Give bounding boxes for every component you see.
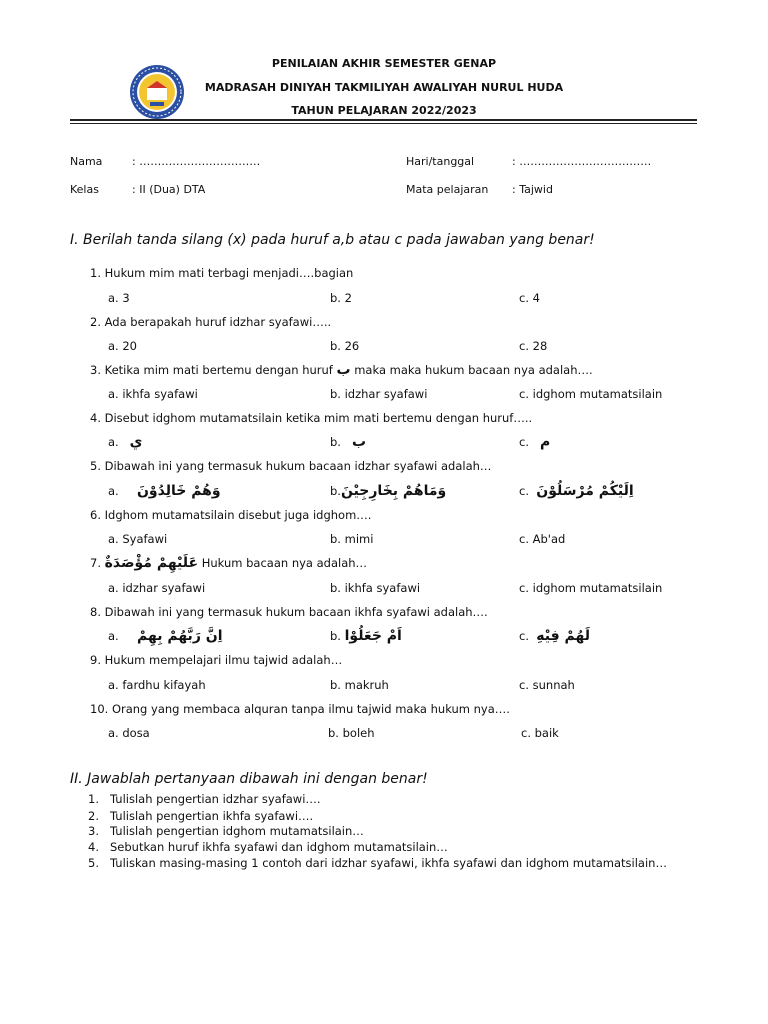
option-a: a. fardhu kifayah	[108, 678, 206, 692]
essay-text: Tuliskan masing-masing 1 contoh dari idzhar syafawi, ikhfa syafawi dan idghom mutamatsilain…	[110, 856, 667, 870]
option-b: b. boleh	[328, 726, 375, 740]
essay-text: Sebutkan huruf ikhfa syafawi dan idghom mutamatsilain…	[110, 840, 448, 854]
question-text: 5. Dibawah ini yang termasuk hukum bacaan idzhar syafawi adalah…	[90, 459, 492, 473]
arabic-letter: ب	[336, 362, 351, 378]
option-a: a. 20	[108, 339, 137, 353]
option-label: c.	[519, 435, 529, 449]
option-label: b.	[330, 484, 341, 498]
option-a: a. idzhar syafawi	[108, 581, 206, 595]
essay-number: 2.	[88, 809, 99, 823]
option-c: c. baik	[521, 726, 559, 740]
option-c: c. Ab'ad	[519, 532, 566, 546]
hari-value: : ………………………………	[512, 155, 652, 168]
mapel-label: Mata pelajaran	[406, 183, 489, 196]
essay-text: Tulislah pengertian ikhfa syafawi….	[110, 809, 314, 823]
option-a	[108, 483, 221, 499]
option-a	[108, 434, 143, 450]
header-rule-thin	[70, 123, 697, 124]
option-label: a.	[108, 484, 119, 498]
essay-item	[88, 809, 313, 823]
essay-item	[88, 824, 364, 838]
option-c: c. idghom mutamatsilain	[519, 581, 663, 595]
option-c: c. 4	[519, 291, 540, 305]
option-arabic: وَمَاهُمْ بِخَارِجِيْنَ	[340, 483, 447, 499]
option-arabic: اِنَّ رَبَّهُمْ بِهِمْ	[136, 628, 223, 644]
option-c: c. idghom mutamatsilain	[519, 387, 663, 401]
option-arabic: ي	[129, 434, 143, 450]
essay-text: Tulislah pengertian idzhar syafawi….	[110, 792, 321, 806]
question-text: 10. Orang yang membaca alquran tanpa ilmu tajwid maka hukum nya….	[90, 702, 510, 716]
question-text: 1. Hukum mim mati terbagi menjadi….bagian	[90, 266, 354, 280]
option-b: b. mimi	[330, 532, 374, 546]
question-text-post: Hukum bacaan nya adalah…	[198, 556, 368, 570]
question-text: 4. Disebut idghom mutamatsilain ketika mim mati bertemu dengan huruf…..	[90, 411, 533, 425]
option-label: a.	[108, 435, 119, 449]
kelas-label: Kelas	[70, 183, 99, 196]
option-arabic: ب	[351, 434, 367, 450]
question-text-pre: 7.	[90, 556, 105, 570]
option-label: c.	[519, 484, 529, 498]
option-arabic: اَمْ جَعَلُوْا	[344, 628, 402, 644]
essay-number: 1.	[88, 792, 99, 806]
option-a: a. Syafawi	[108, 532, 168, 546]
essay-item	[88, 856, 667, 870]
option-c	[519, 434, 550, 450]
option-a: a. ikhfa syafawi	[108, 387, 198, 401]
option-b	[330, 483, 446, 499]
question-text: 6. Idghom mutamatsilain disebut juga idghom….	[90, 508, 372, 522]
section1-title: I. Berilah tanda silang (x) pada huruf a,b atau c pada jawaban yang benar!	[70, 232, 595, 248]
essay-number: 5.	[88, 856, 99, 870]
option-a: a. 3	[108, 291, 130, 305]
question-text	[90, 555, 367, 571]
essay-item	[88, 840, 448, 854]
question-text: 2. Ada berapakah huruf idzhar syafawi…..	[90, 315, 332, 329]
header-rule-thick	[70, 119, 697, 121]
arabic-phrase: عَلَيْهِمْ مُؤْصَدَةٌ	[104, 555, 199, 571]
header-line-2: MADRASAH DINIYAH TAKMILIYAH AWALIYAH NURUL HUDA	[204, 81, 564, 94]
question-text-post: maka maka hukum bacaan nya adalah….	[350, 363, 593, 377]
question-text-pre: 3. Ketika mim mati bertemu dengan huruf	[90, 363, 337, 377]
option-c	[519, 628, 590, 644]
option-b: b. idzhar syafawi	[330, 387, 428, 401]
option-b	[330, 434, 366, 450]
option-b: b. 26	[330, 339, 360, 353]
option-arabic: وَهُمْ خَالِدُوْنَ	[136, 483, 221, 499]
section2-title: II. Jawablah pertanyaan dibawah ini dengan benar!	[70, 771, 428, 787]
essay-text: Tulislah pengertian idghom mutamatsilain…	[110, 824, 364, 838]
mapel-value: : Tajwid	[512, 183, 553, 196]
option-label: b.	[330, 629, 341, 643]
question-text	[90, 362, 593, 378]
essay-number: 3.	[88, 824, 99, 838]
option-label: c.	[519, 629, 529, 643]
option-c: c. 28	[519, 339, 548, 353]
option-b	[330, 628, 402, 644]
nama-label: Nama	[70, 155, 103, 168]
option-arabic: اِلَيْكُمْ مُرْسَلُوْنَ	[536, 483, 634, 499]
hari-label: Hari/tanggal	[406, 155, 475, 168]
kelas-value: : II (Dua) DTA	[132, 183, 206, 196]
question-text: 9. Hukum mempelajari ilmu tajwid adalah…	[90, 653, 343, 667]
option-label: a.	[108, 629, 119, 643]
question-text: 8. Dibawah ini yang termasuk hukum bacaan ikhfa syafawi adalah….	[90, 605, 488, 619]
option-b: b. makruh	[330, 678, 389, 692]
nama-value: : ……………………………	[132, 155, 261, 168]
essay-number: 4.	[88, 840, 99, 854]
option-arabic: لَهُمْ فِيْهِ	[536, 628, 591, 644]
header-line-1: PENILAIAN AKHIR SEMESTER GENAP	[271, 57, 497, 70]
option-b: b. 2	[330, 291, 352, 305]
header-line-3: TAHUN PELAJARAN 2022/2023	[291, 104, 477, 117]
option-a	[108, 628, 223, 644]
option-c: c. sunnah	[519, 678, 575, 692]
option-label: b.	[330, 435, 341, 449]
option-arabic: م	[539, 434, 551, 450]
option-a: a. dosa	[108, 726, 150, 740]
essay-item	[88, 792, 321, 806]
option-c	[519, 483, 634, 499]
option-b: b. ikhfa syafawi	[330, 581, 421, 595]
